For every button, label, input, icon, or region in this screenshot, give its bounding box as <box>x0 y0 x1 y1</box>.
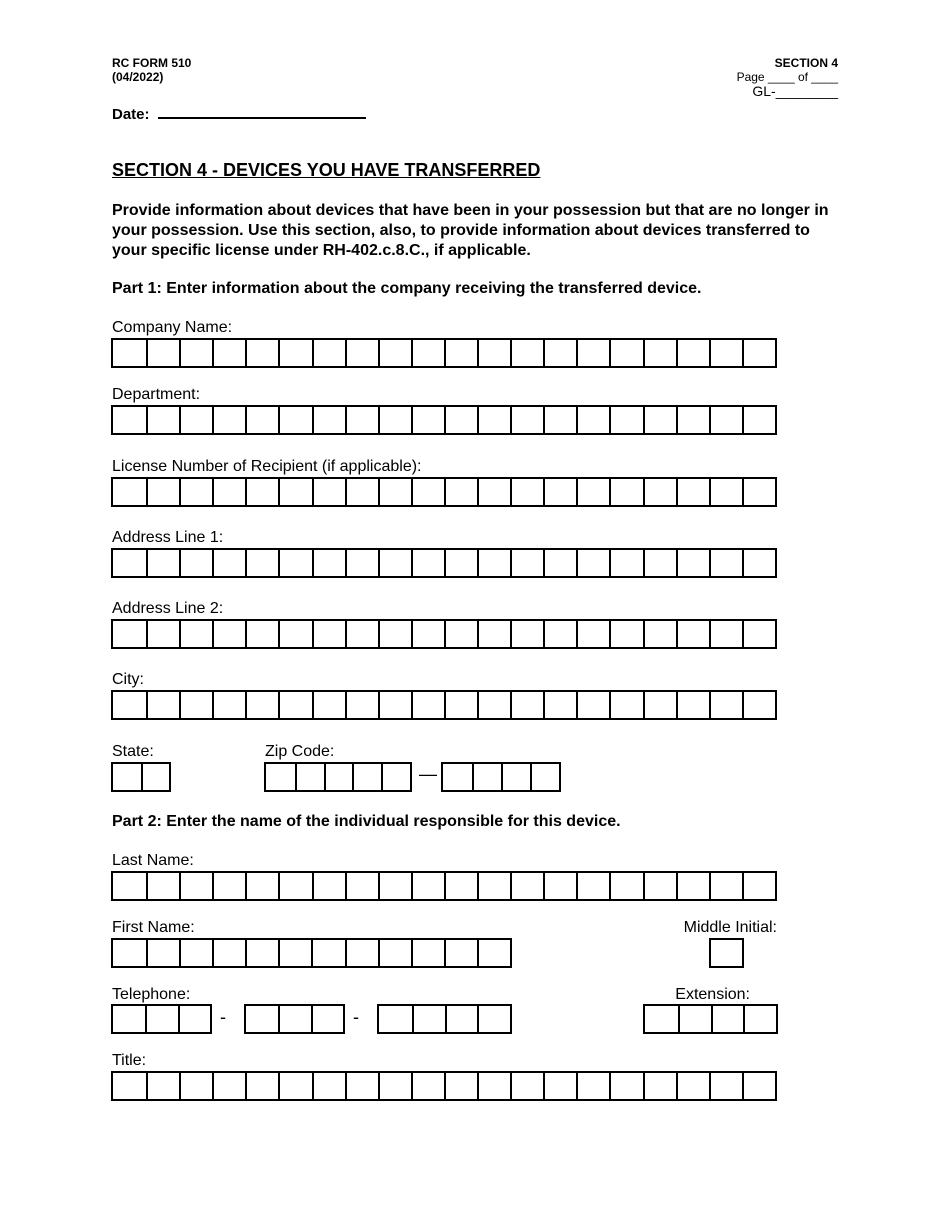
character-box[interactable] <box>113 1006 145 1032</box>
character-box[interactable] <box>278 873 311 899</box>
first-name-boxes[interactable] <box>111 938 512 968</box>
character-box[interactable] <box>444 550 477 576</box>
character-box[interactable] <box>378 479 411 505</box>
character-box[interactable] <box>266 764 295 790</box>
character-box[interactable] <box>381 764 410 790</box>
character-box[interactable] <box>711 940 742 966</box>
character-box[interactable] <box>345 479 378 505</box>
character-box[interactable] <box>477 621 510 647</box>
character-box[interactable] <box>146 940 179 966</box>
address-line1-label: Address Line 1: <box>112 529 224 546</box>
character-box[interactable] <box>146 340 179 366</box>
character-box[interactable] <box>212 340 245 366</box>
character-box[interactable] <box>212 873 245 899</box>
zip-extension-boxes[interactable] <box>441 762 561 792</box>
form-id <box>112 56 191 84</box>
gl-number: GL-________ <box>752 83 838 99</box>
character-box[interactable] <box>477 340 510 366</box>
character-box[interactable] <box>245 1073 278 1099</box>
title-boxes[interactable] <box>111 1071 777 1101</box>
character-box[interactable] <box>411 621 444 647</box>
telephone-dash-2: - <box>353 1007 359 1027</box>
character-box[interactable] <box>245 479 278 505</box>
character-box[interactable] <box>378 340 411 366</box>
character-box[interactable] <box>312 1073 345 1099</box>
last-name-boxes[interactable] <box>111 871 777 901</box>
character-box[interactable] <box>178 1006 210 1032</box>
telephone-prefix-boxes[interactable] <box>244 1004 345 1034</box>
character-box[interactable] <box>709 692 742 718</box>
character-box[interactable] <box>676 407 709 433</box>
character-box[interactable] <box>643 479 676 505</box>
license-number-boxes[interactable] <box>111 477 777 507</box>
company-name-boxes[interactable] <box>111 338 777 368</box>
character-box[interactable] <box>510 479 543 505</box>
middle-initial-label: Middle Initial: <box>683 919 777 936</box>
character-box[interactable] <box>212 479 245 505</box>
character-box[interactable] <box>179 621 212 647</box>
character-box[interactable] <box>543 479 576 505</box>
character-box[interactable] <box>709 1073 742 1099</box>
character-box[interactable] <box>609 407 642 433</box>
character-box[interactable] <box>212 692 245 718</box>
form-revision-date: (04/2022) <box>112 70 164 84</box>
character-box[interactable] <box>709 479 742 505</box>
character-box[interactable] <box>643 1073 676 1099</box>
character-box[interactable] <box>609 479 642 505</box>
character-box[interactable] <box>709 621 742 647</box>
character-box[interactable] <box>676 340 709 366</box>
character-box[interactable] <box>245 940 278 966</box>
character-box[interactable] <box>576 407 609 433</box>
character-box[interactable] <box>444 1073 477 1099</box>
character-box[interactable] <box>743 1006 776 1032</box>
character-box[interactable] <box>477 1073 510 1099</box>
character-box[interactable] <box>543 621 576 647</box>
character-box[interactable] <box>510 621 543 647</box>
page-counter: Page ____ of ____ <box>736 70 838 84</box>
character-box[interactable] <box>477 940 510 966</box>
character-box[interactable] <box>113 407 146 433</box>
character-box[interactable] <box>678 1006 711 1032</box>
character-box[interactable] <box>501 764 530 790</box>
character-box[interactable] <box>477 873 510 899</box>
extension-boxes[interactable] <box>643 1004 778 1034</box>
character-box[interactable] <box>643 340 676 366</box>
character-box[interactable] <box>742 873 775 899</box>
character-box[interactable] <box>609 873 642 899</box>
character-box[interactable] <box>311 1006 343 1032</box>
character-box[interactable] <box>543 550 576 576</box>
character-box[interactable] <box>411 692 444 718</box>
character-box[interactable] <box>709 873 742 899</box>
section-title: SECTION 4 - DEVICES YOU HAVE TRANSFERRED <box>112 160 541 180</box>
character-box[interactable] <box>543 692 576 718</box>
city-label: City: <box>112 671 144 688</box>
telephone-dash-1: - <box>220 1007 226 1027</box>
city-boxes[interactable] <box>111 690 777 720</box>
zip-code-label: Zip Code: <box>265 743 335 760</box>
character-box[interactable] <box>179 479 212 505</box>
character-box[interactable] <box>477 407 510 433</box>
character-box[interactable] <box>278 1073 311 1099</box>
character-box[interactable] <box>146 550 179 576</box>
section-number: SECTION 4 <box>774 56 838 70</box>
character-box[interactable] <box>146 873 179 899</box>
character-box[interactable] <box>312 873 345 899</box>
character-box[interactable] <box>179 940 212 966</box>
character-box[interactable] <box>345 1073 378 1099</box>
character-box[interactable] <box>378 407 411 433</box>
zip-code-boxes[interactable] <box>264 762 412 792</box>
character-box[interactable] <box>444 621 477 647</box>
character-box[interactable] <box>245 407 278 433</box>
character-box[interactable] <box>378 1073 411 1099</box>
character-box[interactable] <box>245 692 278 718</box>
character-box[interactable] <box>378 873 411 899</box>
character-box[interactable] <box>378 621 411 647</box>
character-box[interactable] <box>312 621 345 647</box>
character-box[interactable] <box>543 873 576 899</box>
character-box[interactable] <box>472 764 501 790</box>
character-box[interactable] <box>742 692 775 718</box>
character-box[interactable] <box>711 1006 744 1032</box>
character-box[interactable] <box>179 340 212 366</box>
character-box[interactable] <box>643 692 676 718</box>
character-box[interactable] <box>643 621 676 647</box>
character-box[interactable] <box>742 479 775 505</box>
telephone-line-boxes[interactable] <box>377 1004 512 1034</box>
part2-heading: Part 2: Enter the name of the individual responsible for this device. <box>112 813 621 830</box>
character-box[interactable] <box>245 550 278 576</box>
character-box[interactable] <box>113 479 146 505</box>
character-box[interactable] <box>443 764 472 790</box>
character-box[interactable] <box>510 340 543 366</box>
date-field[interactable] <box>158 103 366 119</box>
character-box[interactable] <box>477 692 510 718</box>
character-box[interactable] <box>742 407 775 433</box>
character-box[interactable] <box>145 1006 177 1032</box>
character-box[interactable] <box>245 873 278 899</box>
character-box[interactable] <box>676 621 709 647</box>
character-box[interactable] <box>146 692 179 718</box>
character-box[interactable] <box>278 940 311 966</box>
character-box[interactable] <box>345 692 378 718</box>
character-box[interactable] <box>411 1073 444 1099</box>
character-box[interactable] <box>378 550 411 576</box>
character-box[interactable] <box>179 407 212 433</box>
character-box[interactable] <box>278 407 311 433</box>
character-box[interactable] <box>312 692 345 718</box>
character-box[interactable] <box>676 479 709 505</box>
character-box[interactable] <box>312 407 345 433</box>
character-box[interactable] <box>510 692 543 718</box>
character-box[interactable] <box>609 550 642 576</box>
character-box[interactable] <box>412 1006 445 1032</box>
character-box[interactable] <box>742 550 775 576</box>
last-name-label: Last Name: <box>112 852 194 869</box>
character-box[interactable] <box>146 1073 179 1099</box>
telephone-area-boxes[interactable] <box>111 1004 212 1034</box>
character-box[interactable] <box>113 764 141 790</box>
character-box[interactable] <box>510 550 543 576</box>
character-box[interactable] <box>510 1073 543 1099</box>
character-box[interactable] <box>444 873 477 899</box>
character-box[interactable] <box>477 550 510 576</box>
character-box[interactable] <box>643 873 676 899</box>
character-box[interactable] <box>510 407 543 433</box>
character-box[interactable] <box>345 873 378 899</box>
character-box[interactable] <box>278 340 311 366</box>
character-box[interactable] <box>530 764 559 790</box>
character-box[interactable] <box>709 407 742 433</box>
character-box[interactable] <box>445 1006 478 1032</box>
form-number: RC FORM 510 <box>112 56 192 70</box>
character-box[interactable] <box>179 692 212 718</box>
character-box[interactable] <box>676 550 709 576</box>
character-box[interactable] <box>141 764 169 790</box>
character-box[interactable] <box>113 1073 146 1099</box>
character-box[interactable] <box>345 407 378 433</box>
character-box[interactable] <box>278 692 311 718</box>
telephone-label: Telephone: <box>112 986 191 1003</box>
character-box[interactable] <box>543 407 576 433</box>
character-box[interactable] <box>576 550 609 576</box>
character-box[interactable] <box>245 621 278 647</box>
section-header <box>737 56 838 98</box>
character-box[interactable] <box>510 873 543 899</box>
character-box[interactable] <box>543 1073 576 1099</box>
character-box[interactable] <box>709 340 742 366</box>
character-box[interactable] <box>477 1006 510 1032</box>
title-label: Title: <box>112 1052 147 1069</box>
middle-initial-box[interactable] <box>709 938 744 968</box>
character-box[interactable] <box>113 621 146 647</box>
character-box[interactable] <box>411 940 444 966</box>
character-box[interactable] <box>179 550 212 576</box>
character-box[interactable] <box>113 550 146 576</box>
character-box[interactable] <box>411 340 444 366</box>
character-box[interactable] <box>311 940 344 966</box>
date-row <box>112 103 366 123</box>
character-box[interactable] <box>444 340 477 366</box>
character-box[interactable] <box>345 340 378 366</box>
license-number-label: License Number of Recipient (if applicable): <box>112 458 422 475</box>
character-box[interactable] <box>113 940 146 966</box>
character-box[interactable] <box>444 940 477 966</box>
character-box[interactable] <box>411 550 444 576</box>
part1-heading: Part 1: Enter information about the company receiving the transferred device. <box>112 280 702 297</box>
character-box[interactable] <box>246 1006 278 1032</box>
character-box[interactable] <box>444 692 477 718</box>
character-box[interactable] <box>278 550 311 576</box>
character-box[interactable] <box>676 1073 709 1099</box>
character-box[interactable] <box>379 1006 412 1032</box>
address-line2-boxes[interactable] <box>111 619 777 649</box>
character-box[interactable] <box>444 407 477 433</box>
character-box[interactable] <box>543 340 576 366</box>
character-box[interactable] <box>146 621 179 647</box>
first-name-label: First Name: <box>112 919 195 936</box>
character-box[interactable] <box>643 407 676 433</box>
department-boxes[interactable] <box>111 405 777 435</box>
date-label: Date: <box>112 106 150 123</box>
character-box[interactable] <box>352 764 381 790</box>
zip-dash: — <box>419 764 437 784</box>
character-box[interactable] <box>324 764 353 790</box>
character-box[interactable] <box>345 621 378 647</box>
character-box[interactable] <box>212 940 245 966</box>
character-box[interactable] <box>212 621 245 647</box>
character-box[interactable] <box>609 692 642 718</box>
character-box[interactable] <box>278 621 311 647</box>
character-box[interactable] <box>312 550 345 576</box>
character-box[interactable] <box>645 1006 678 1032</box>
character-box[interactable] <box>245 340 278 366</box>
character-box[interactable] <box>576 479 609 505</box>
character-box[interactable] <box>643 550 676 576</box>
character-box[interactable] <box>278 1006 310 1032</box>
character-box[interactable] <box>477 479 510 505</box>
character-box[interactable] <box>378 940 411 966</box>
character-box[interactable] <box>312 479 345 505</box>
company-name-label: Company Name: <box>112 319 233 336</box>
character-box[interactable] <box>576 873 609 899</box>
character-box[interactable] <box>676 692 709 718</box>
department-label: Department: <box>112 386 201 403</box>
character-box[interactable] <box>212 1073 245 1099</box>
character-box[interactable] <box>113 692 146 718</box>
character-box[interactable] <box>295 764 324 790</box>
character-box[interactable] <box>609 1073 642 1099</box>
character-box[interactable] <box>411 407 444 433</box>
extension-label: Extension: <box>675 986 750 1003</box>
character-box[interactable] <box>146 407 179 433</box>
character-box[interactable] <box>576 1073 609 1099</box>
character-box[interactable] <box>113 873 146 899</box>
character-box[interactable] <box>345 550 378 576</box>
character-box[interactable] <box>411 873 444 899</box>
character-box[interactable] <box>609 621 642 647</box>
character-box[interactable] <box>576 692 609 718</box>
character-box[interactable] <box>676 873 709 899</box>
character-box[interactable] <box>312 340 345 366</box>
character-box[interactable] <box>179 1073 212 1099</box>
character-box[interactable] <box>742 340 775 366</box>
address-line2-label: Address Line 2: <box>112 600 224 617</box>
character-box[interactable] <box>444 479 477 505</box>
address-line1-boxes[interactable] <box>111 548 777 578</box>
state-boxes[interactable] <box>111 762 171 792</box>
character-box[interactable] <box>345 940 378 966</box>
character-box[interactable] <box>179 873 212 899</box>
state-label: State: <box>112 743 154 760</box>
character-box[interactable] <box>212 407 245 433</box>
intro-text: Provide information about devices that have been in your possession but that are no longer in your possession. Use this section, also, to provide information about devices transferred to your specific license under RH-402.c.8.C., if applicable. <box>112 202 829 259</box>
character-box[interactable] <box>709 550 742 576</box>
character-box[interactable] <box>742 1073 775 1099</box>
character-box[interactable] <box>742 621 775 647</box>
character-box[interactable] <box>609 340 642 366</box>
character-box[interactable] <box>411 479 444 505</box>
character-box[interactable] <box>576 621 609 647</box>
character-box[interactable] <box>278 479 311 505</box>
character-box[interactable] <box>576 340 609 366</box>
character-box[interactable] <box>113 340 146 366</box>
character-box[interactable] <box>146 479 179 505</box>
character-box[interactable] <box>378 692 411 718</box>
character-box[interactable] <box>212 550 245 576</box>
